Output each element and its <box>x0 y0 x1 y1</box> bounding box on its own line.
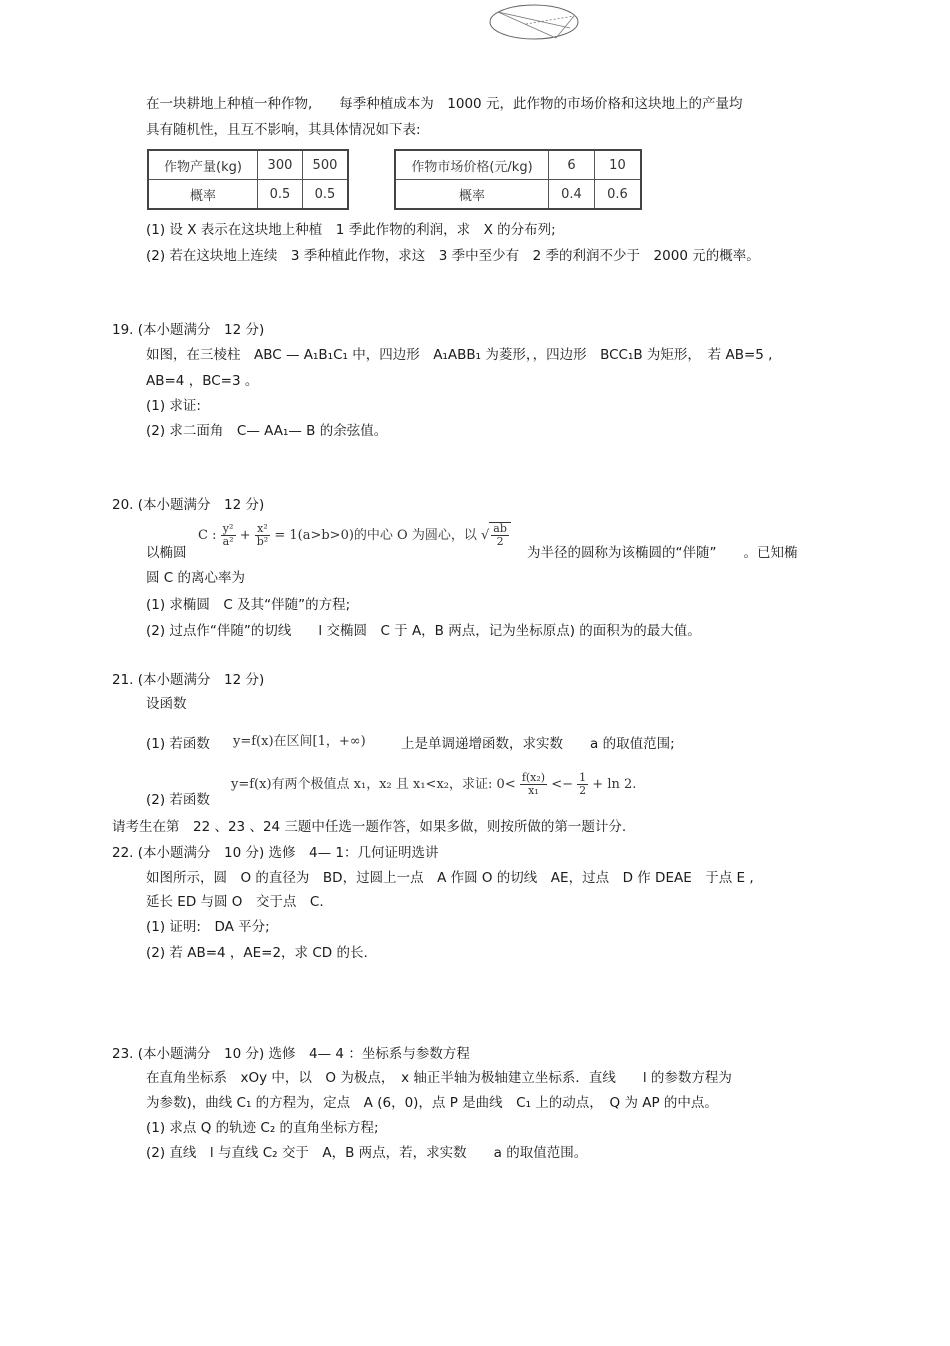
q22-part1: (1) 证明: DA 平分; <box>146 919 270 935</box>
price-table <box>394 149 642 210</box>
elective-notice: 请考生在第 22 、23 、24 三题中任选一题作答，如果多做，则按所做的第一题计分. <box>112 819 627 835</box>
price-header: 作物市场价格(元/kg) <box>395 150 549 180</box>
yield-prob-1: 0.5 <box>258 180 303 210</box>
q21-part1-pre: (1) 若函数 <box>146 736 210 752</box>
q23-part1: (1) 求点 Q 的轨迹 C₂ 的直角坐标方程; <box>146 1120 379 1136</box>
q21-part2-formula: y=f(x)有两个极值点 x₁，x₂ 且 x₁<x₂，求证: 0< $\frac{\text{f(x₂)}}{\text{x₁}}$ <− $\frac{1}{2}$ + ln 2. <box>231 771 637 797</box>
price-prob-1: 0.4 <box>549 180 595 210</box>
q23-line2: 为参数)，曲线 C₁ 的方程为，定点 A (6，0)，点 P 是曲线 C₁ 上的动点， Q 为 AP 的中点。 <box>146 1095 718 1111</box>
q20-heading: 20. (本小题满分 12 分) <box>112 497 265 513</box>
q23-line1: 在直角坐标系 xOy 中，以 O 为极点， x 轴正半轴为极轴建立坐标系．直线 l 的参数方程为 <box>146 1070 732 1086</box>
q21-part1-post: 上是单调递增函数，求实数 a 的取值范围; <box>401 736 675 752</box>
q18-part1: (1) 设 X 表示在这块地上种植 1 季此作物的利润，求 X 的分布列; <box>146 222 556 238</box>
q23-heading: 23. (本小题满分 10 分) 选修 4— 4 ：坐标系与参数方程 <box>112 1046 470 1062</box>
q23-part2: (2) 直线 l 与直线 C₂ 交于 A，B 两点，若，求实数 a 的取值范围。 <box>146 1145 588 1161</box>
q20-part2: (2) 过点作“伴随”的切线 l 交椭圆 C 于 A，B 两点，记为坐标原点) 的面积为的最大值。 <box>146 623 701 639</box>
price-6: 6 <box>549 150 595 180</box>
q19-line1: 如图，在三棱柱 ABC — A₁B₁C₁ 中，四边形 A₁ABB₁ 为菱形，，四边形 BCC₁B 为矩形， 若 AB=5 , <box>146 347 773 363</box>
yield-header: 作物产量(kg) <box>148 150 258 180</box>
q19-line2: AB=4 ，BC=3 。 <box>146 373 259 389</box>
yield-prob-label: 概率 <box>148 180 258 210</box>
q21-heading: 21. (本小题满分 12 分) <box>112 672 265 688</box>
q20-pre: 以椭圆 <box>146 545 187 561</box>
yield-500: 500 <box>302 150 348 180</box>
q19-part1: (1) 求证: <box>146 398 201 414</box>
yield-table <box>147 149 349 210</box>
q19-part2: (2) 求二面角 C— AA₁— B 的余弦值。 <box>146 423 388 439</box>
q22-heading: 22. (本小题满分 10 分) 选修 4— 1：几何证明选讲 <box>112 845 439 861</box>
q22-line2: 延长 ED 与圆 O 交于点 C. <box>146 894 324 910</box>
yield-300: 300 <box>258 150 303 180</box>
q18-line1: 在一块耕地上种植一种作物, 每季种植成本为 1000 元，此作物的市场价格和这块地上的产量均 <box>146 96 743 112</box>
ellipse-formula: C : $\frac{\text{y²}}{\text{a²}}$ + $\frac{\text{x²}}{\text{b²}}$ = 1(a>b>0)的中心 O 为圆心，以 √ $\frac{ab}{2}$ <box>198 522 511 548</box>
q18-line2: 具有随机性，且互不影响，其具体情况如下表: <box>146 122 421 138</box>
q19-heading: 19. (本小题满分 12 分) <box>112 322 265 338</box>
q22-line1: 如图所示，圆 O 的直径为 BD，过圆上一点 A 作圆 O 的切线 AE，过点 D 作 DEAE 于点 E , <box>146 870 754 886</box>
q20-line2: 圆 C 的离心率为 <box>146 570 246 586</box>
q21-part1-formula: y=f(x)在区间[1，+∞) <box>233 734 366 749</box>
price-prob-label: 概率 <box>395 180 549 210</box>
yield-prob-2: 0.5 <box>302 180 348 210</box>
q20-part1: (1) 求椭圆 C 及其“伴随”的方程; <box>146 597 351 613</box>
q18-part2: (2) 若在这块地上连续 3 季种植此作物，求这 3 季中至少有 2 季的利润不少于 2000 元的概率。 <box>146 248 760 264</box>
q22-part2: (2) 若 AB=4 ，AE=2，求 CD 的长. <box>146 945 368 961</box>
q21-part2-pre: (2) 若函数 <box>146 792 210 808</box>
ellipse-figure <box>486 2 586 42</box>
q21-line1: 设函数 <box>146 696 187 712</box>
price-10: 10 <box>594 150 641 180</box>
price-prob-2: 0.6 <box>594 180 641 210</box>
q20-post: 为半径的圆称为该椭圆的“伴随” 。已知椭 <box>527 545 798 561</box>
